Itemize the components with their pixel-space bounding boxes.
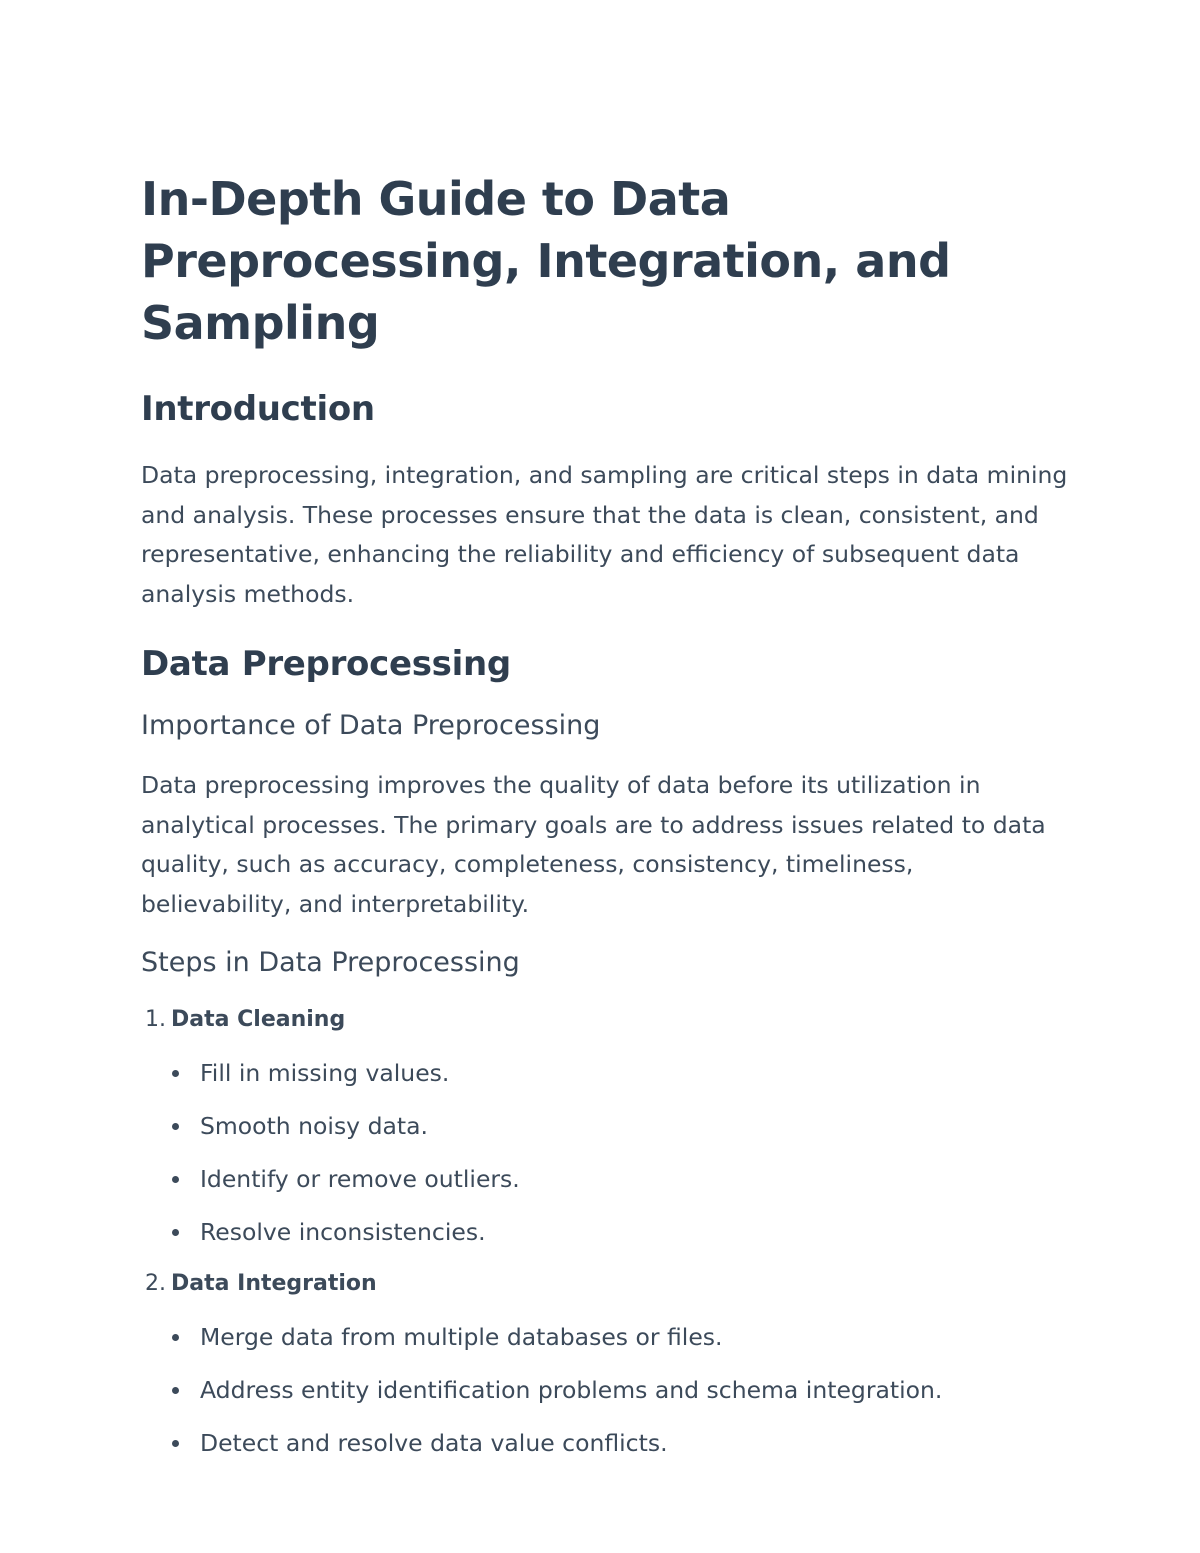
list-item: [141, 1216, 1071, 1248]
list-item: [141, 1321, 1071, 1353]
document-title: In-Depth Guide to Data Preprocessing, Integration, and Sampling: [141, 172, 951, 350]
step-label: Data Integration: [171, 1271, 377, 1296]
list-item: [141, 1163, 1071, 1195]
step-number: 2.: [145, 1271, 166, 1296]
list-item: [141, 1110, 1071, 1142]
list-item: [141, 1057, 1071, 1089]
list-item-text: Resolve inconsistencies.: [200, 1218, 486, 1246]
list-item-text: Identify or remove outliers.: [200, 1165, 520, 1193]
bullet-icon: [172, 1334, 179, 1341]
bullet-icon: [172, 1440, 179, 1447]
section-heading-introduction: Introduction: [141, 389, 375, 429]
list-item-text: Fill in missing values.: [200, 1059, 450, 1087]
step-label: Data Cleaning: [171, 1007, 346, 1032]
step-heading: [141, 1005, 1071, 1035]
list-item-text: Merge data from multiple databases or files.: [200, 1323, 723, 1351]
list-item: [141, 1374, 1071, 1406]
bullet-icon: [172, 1229, 179, 1236]
introduction-paragraph: Data preprocessing, integration, and sampling are critical steps in data mining and analysis. These processes ensure that the data is clean, consistent, and representative, enhancing the reliability and efficiency of subsequent data analysis methods.: [141, 461, 1068, 608]
step-data-cleaning: [141, 1005, 1071, 1248]
section-heading-data-preprocessing: Data Preprocessing: [141, 644, 511, 684]
step-data-integration: [141, 1269, 1071, 1459]
subheading-steps: Steps in Data Preprocessing: [141, 947, 520, 978]
list-item: [141, 1427, 1071, 1459]
subheading-importance: Importance of Data Preprocessing: [141, 710, 601, 741]
document-page: [141, 168, 1071, 1459]
bullet-icon: [172, 1123, 179, 1130]
importance-paragraph: Data preprocessing improves the quality of data before its utilization in analytical processes. The primary goals are to address issues related to data quality, such as accuracy, completeness, consistency, timeliness, believability, and interpretability.: [141, 771, 1046, 918]
step-number: 1.: [145, 1007, 166, 1032]
bullet-icon: [172, 1070, 179, 1077]
bullet-icon: [172, 1387, 179, 1394]
bullet-icon: [172, 1176, 179, 1183]
list-item-text: Smooth noisy data.: [200, 1112, 428, 1140]
step-heading: [141, 1269, 1071, 1299]
step-bullet-list: [141, 1057, 1071, 1248]
list-item-text: Address entity identification problems and schema integration.: [200, 1376, 943, 1404]
step-bullet-list: [141, 1321, 1071, 1459]
list-item-text: Detect and resolve data value conflicts.: [200, 1429, 668, 1457]
